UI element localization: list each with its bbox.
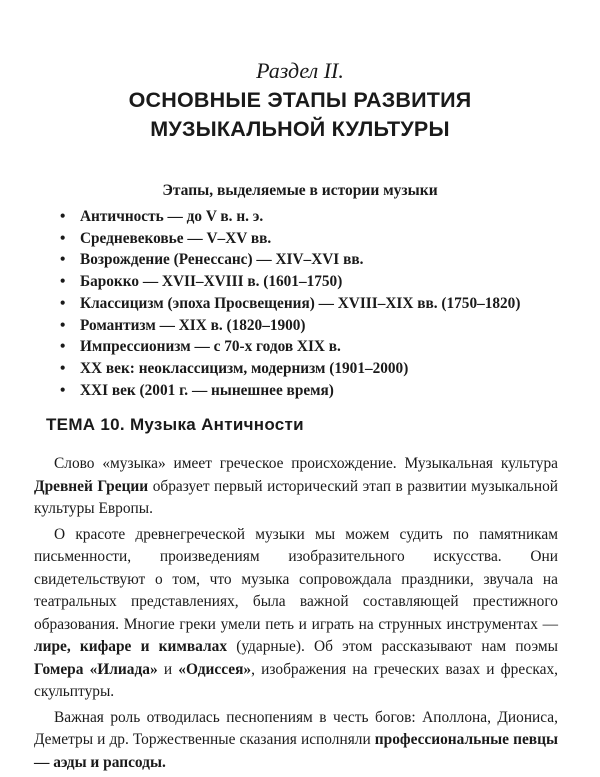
topic-title: ТЕМА 10. Музыка Античности	[46, 415, 304, 434]
text-run: Важная роль отводилась песнопениям в честь богов: Аполлона, Диониса, Деметры и др. Торжественные сказания исполняли	[34, 708, 558, 748]
list-item	[60, 336, 520, 358]
paragraph	[34, 453, 558, 521]
text-run: О красоте древнегреческой музыки мы можем судить по памятникам письменности, произведениям изобразительного искусства. Они свидетельствуют о том, что музыка сопровождала праздники, звучала на театральных представлениях, была важной составляющей престижного образования. Многие греки умели петь и играть на струнных инструментах —	[34, 525, 558, 633]
stage-text: Возрождение (Ренессанс) — XIV–XVI вв.	[80, 251, 364, 269]
body-text	[34, 453, 558, 777]
bold-term: Гомера «Илиада»	[34, 660, 158, 678]
bullet-icon: •	[60, 294, 66, 312]
bold-term: профессиональные певцы — аэды и рапсоды.	[34, 731, 558, 771]
section-label: Раздел II.	[256, 58, 344, 83]
stage-text: XXI век (2001 г. — нынешнее время)	[80, 381, 334, 399]
section-title-line: МУЗЫКАЛЬНОЙ КУЛЬТУРЫ	[150, 117, 450, 141]
bold-term: лире, кифаре и кимвалах	[34, 638, 228, 655]
list-item	[60, 293, 520, 315]
paragraph	[34, 524, 558, 704]
text-run: (ударные). Об этом рассказывают нам поэмы	[227, 638, 558, 655]
list-item	[60, 228, 520, 250]
section-title-line: ОСНОВНЫЕ ЭТАПЫ РАЗВИТИЯ	[128, 88, 472, 112]
bullet-icon: •	[60, 208, 66, 225]
bullet-icon: •	[60, 273, 66, 291]
list-item	[60, 206, 520, 228]
stage-text: Античность — до V в. н. э.	[80, 208, 264, 225]
stage-text: Классицизм (эпоха Просвещения) — XVIII–XIX вв. (1750–1820)	[80, 294, 521, 312]
bullet-icon: •	[60, 359, 66, 377]
list-item	[60, 315, 520, 337]
bullet-icon: •	[60, 338, 66, 356]
stages-list	[60, 206, 520, 401]
bold-term: «Одиссея»	[178, 660, 252, 678]
text-run: образует первый исторический этап в развитии музыкальной культуры Европы.	[34, 477, 558, 517]
text-run: и	[157, 660, 179, 678]
stage-text: Барокко — XVII–XVIII в. (1601–1750)	[80, 273, 343, 291]
list-item	[60, 380, 520, 402]
list-item	[60, 358, 520, 380]
bullet-icon: •	[60, 381, 66, 399]
bullet-icon: •	[60, 316, 66, 334]
bullet-icon: •	[60, 251, 66, 269]
text-run: , изображения на греческих вазах и фресках, скульптуры.	[34, 660, 558, 700]
list-item	[60, 271, 520, 293]
stage-text: Романтизм — XIX в. (1820–1900)	[80, 316, 306, 334]
stage-text: Средневековье — V–XV вв.	[80, 229, 272, 247]
stages-heading: Этапы, выделяемые в истории музыки	[162, 182, 438, 199]
list-item	[60, 249, 520, 271]
bold-term: Древней Греции	[34, 477, 149, 495]
section-title	[0, 86, 600, 144]
stage-text: XX век: неоклассицизм, модернизм (1901–2000)	[80, 359, 409, 377]
paragraph	[34, 707, 558, 775]
text-run: Слово «музыка» имеет греческое происхождение. Музыкальная культура	[54, 455, 558, 472]
stage-text: Импрессионизм — с 70-х годов XIX в.	[80, 338, 341, 356]
bullet-icon: •	[60, 229, 66, 247]
